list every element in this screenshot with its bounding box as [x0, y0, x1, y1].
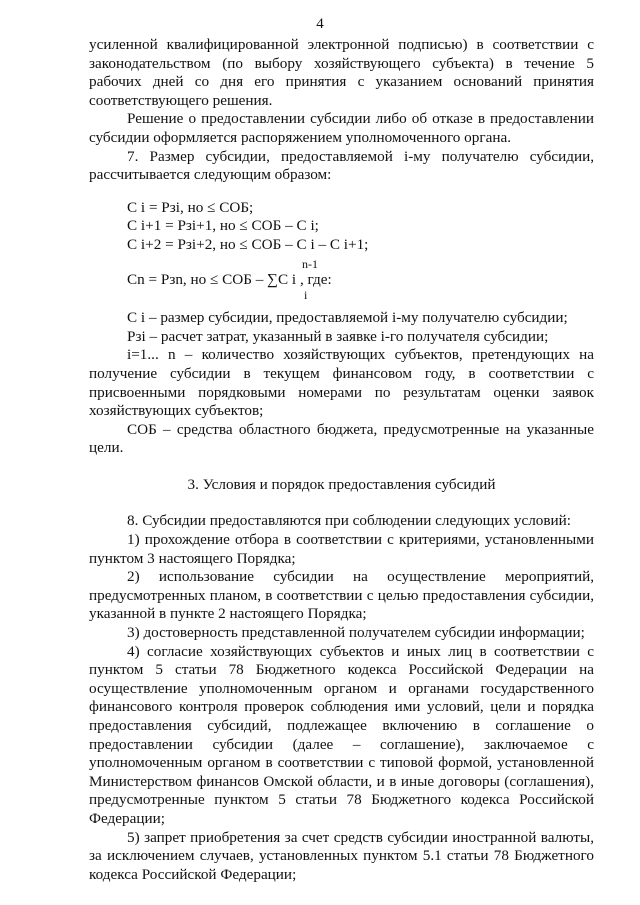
condition-1: 1) прохождение отбора в соответствии с критериями, установленными пунктом 3 настоящего Порядка; [89, 531, 594, 567]
definitions-block [89, 309, 594, 458]
formula-line-3: С i+2 = Рзi+2, но ≤ СОБ – С i – С i+1; [127, 235, 369, 253]
section-title: 3. Условия и порядок предоставления субсидий [187, 475, 496, 493]
paragraph-intro-continuation: усиленной квалифицированной электронной подписью) в соответствии с законодательством (по выбору хозяйствующего субъекта) в течение 5 рабочих дней со дня его принятия с указанием оснований принятия соответствующего решения. [89, 36, 594, 109]
document-body [89, 36, 594, 884]
definition-ci: С i – размер субсидии, предоставляемой i-му получателю субсидии; [127, 309, 568, 327]
sum-upper-limit: n-1 [302, 256, 318, 271]
condition-2: 2) использование субсидии на осуществление мероприятий, предусмотренных планом, в соответствии с целью предоставления субсидии, указанной в пункте 2 настоящего Порядка; [89, 568, 594, 623]
page-number: 4 [316, 16, 324, 32]
formula-line-2: С i+1 = Рзi+1, но ≤ СОБ – С i; [127, 217, 319, 235]
formula-line-4: Сn = Рзn, но ≤ СОБ – ∑С i , где: [127, 270, 332, 288]
definition-sob: СОБ – средства областного бюджета, предусмотренные на указанные цели. [89, 420, 594, 457]
definition-n: i=1... n – количество хозяйствующих субъектов, претендующих на получение субсидии в текущем финансовом году, в соответствии с присвоенными порядковыми номерами по результатам оценки заявок хозяйствующих субъектов; [89, 346, 594, 420]
paragraph-decision: Решение о предоставлении субсидии либо об отказе в предоставлении субсидии оформляется распоряжением уполномоченного органа. [89, 110, 594, 146]
conditions-intro: 8. Субсидии предоставляются при соблюдении следующих условий: [127, 512, 572, 530]
condition-4: 4) согласие хозяйствующих субъектов и иных лиц в соответствии с пунктом 5 статьи 78 Бюджетного кодекса Российской Федерации на осуществление уполномоченным органом и органами государственного финансового контроля проверок соблюдения ими условий, цели и порядка предоставления субсидий, подлежащее включению в соглашение о предоставлении субсидии (далее – соглашение), заключаемое с уполномоченным органом в соответствии с типовой формой, установленной Министерством финансов Омской области, и в иные договоры (соглашения), предусмотренные пунктом 5 статьи 78 Бюджетного кодекса Российской Федерации; [89, 642, 594, 827]
condition-3: 3) достоверность представленной получателем субсидии информации; [127, 624, 585, 642]
definition-rzi: Рзi – расчет затрат, указанный в заявке i-го получателя субсидии; [127, 327, 549, 345]
formula-line-1: С i = Рзi, но ≤ СОБ; [127, 198, 254, 216]
formula-block [127, 199, 594, 301]
paragraph-subsidy-size: 7. Размер субсидии, предоставляемой i-му получателю субсидии, рассчитывается следующим образом: [89, 147, 594, 184]
sum-lower-limit: i [304, 288, 308, 303]
condition-5: 5) запрет приобретения за счет средств субсидии иностранной валюты, за исключением случаев, установленных пунктом 5.1 статьи 78 Бюджетного кодекса Российской Федерации; [89, 828, 594, 883]
conditions-block [89, 512, 594, 884]
sum-formula [127, 257, 594, 302]
